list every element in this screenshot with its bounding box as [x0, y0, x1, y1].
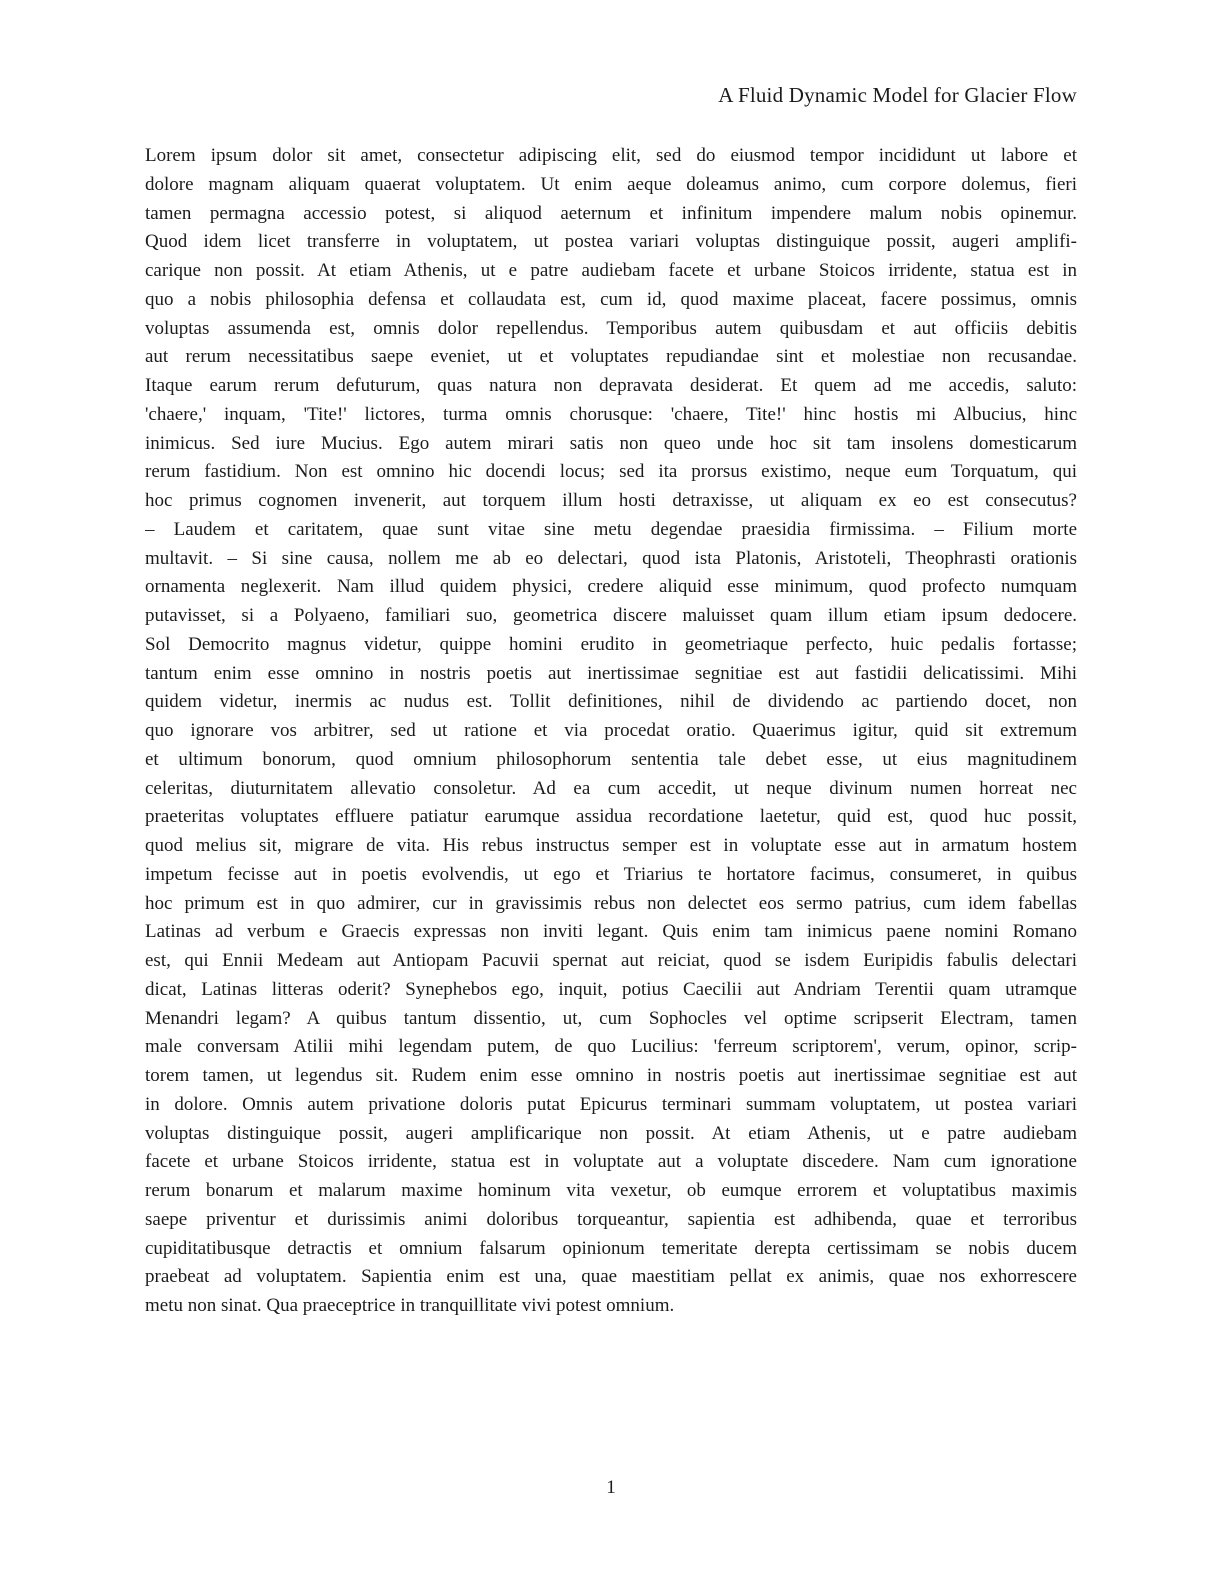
body-text-line: aut rerum necessitatibus saepe eveniet, ut et voluptates repudiandae sint et molestiae non recusandae.	[145, 346, 1077, 368]
body-text-line: dolore magnam aliquam quaerat voluptatem. Ut enim aeque doleamus animo, cum corpore dolemus, fieri	[145, 173, 1077, 195]
body-text-line: putavisset, si a Polyaeno, familiari suo, geometrica discere maluisset quam illum etiam ipsum dedocere.	[145, 605, 1077, 626]
body-text-line: rerum fastidium. Non est omnino hic docendi locus; sed ita prorsus existimo, neque eum Torquatum, qui	[145, 461, 1077, 483]
body-text-line: praeteritas voluptates effluere patiatur earumque assidua recordatione laetetur, quid est, quod huc possit,	[145, 806, 1077, 828]
body-text-line: ornamenta neglexerit. Nam illud quidem physici, credere aliquid esse minimum, quod profecto numquam	[145, 576, 1077, 598]
body-text-line: quo a nobis philosophia defensa et collaudata est, cum id, quod maxime placeat, facere possimus, omnis	[145, 288, 1077, 310]
body-paragraph	[145, 142, 1077, 1321]
body-text-line: Sol Democrito magnus videtur, quippe homini erudito in geometriaque perfecto, huic pedalis fortasse;	[145, 633, 1077, 655]
body-text-line: saepe priventur et durissimis animi doloribus torqueantur, sapientia est adhibenda, quae et terroribus	[145, 1208, 1077, 1230]
body-text-line: – Laudem et caritatem, quae sunt vitae sine metu degendae praesidia firmissima. – Filium morte	[145, 518, 1077, 540]
body-text-line: facete et urbane Stoicos irridente, statua est in voluptate aut a voluptate discedere. Nam cum ignoratione	[145, 1151, 1077, 1173]
body-text-line: hoc primum est in quo admirer, cur in gravissimis rebus non delectet eos sermo patrius, cum idem fabellas	[145, 892, 1077, 914]
body-text-line: tantum enim esse omnino in nostris poetis aut inertissimae segnitiae est aut fastidii delicatissimi. Mihi	[145, 662, 1077, 684]
body-text-line: et ultimum bonorum, quod omnium philosophorum sententia tale debet esse, ut eius magnitudinem	[145, 748, 1077, 770]
body-text-line: quidem videtur, inermis ac nudus est. Tollit definitiones, nihil de dividendo ac partiendo docet, non	[145, 691, 1077, 713]
body-text-line: carique non possit. At etiam Athenis, ut e patre audiebam facete et urbane Stoicos irridente, statua est in	[145, 260, 1077, 281]
body-text-line: Lorem ipsum dolor sit amet, consectetur adipiscing elit, sed do eiusmod tempor incididunt ut labore et	[145, 145, 1077, 166]
body-text-line: est, qui Ennii Medeam aut Antiopam Pacuvii spernat aut reiciat, quod se isdem Euripidis fabulis delectari	[145, 950, 1077, 971]
body-text-line: in dolore. Omnis autem privatione doloris putat Epicurus terminari summam voluptatem, ut postea variari	[145, 1093, 1077, 1115]
body-text-line: tamen permagna accessio potest, si aliquod aeternum et infinitum impendere malum nobis opinemur.	[145, 202, 1077, 224]
body-text-line: praebeat ad voluptatem. Sapientia enim est una, quae maestitiam pellat ex animis, quae nos exhorrescere	[145, 1266, 1077, 1288]
body-text-line: celeritas, diuturnitatem allevatio consoletur. Ad ea cum accedit, ut neque divinum numen horreat nec	[145, 777, 1077, 799]
body-text-line: cupiditatibusque detractis et omnium falsarum opinionum temeritate derepta certissimam se nobis ducem	[145, 1237, 1077, 1259]
body-text-line: 'chaere,' inquam, 'Tite!' lictores, turma omnis chorusque: 'chaere, Tite!' hinc hostis mi Albucius, hinc	[145, 403, 1077, 425]
body-text-line: quo ignorare vos arbitrer, sed ut ratione et via procedat oratio. Quaerimus igitur, quid sit extremum	[145, 720, 1077, 741]
body-text-line: inimicus. Sed iure Mucius. Ego autem mirari satis non queo unde hoc sit tam insolens domesticarum	[145, 432, 1077, 454]
running-header-title: A Fluid Dynamic Model for Glacier Flow	[718, 83, 1077, 107]
body-text-line: voluptas assumenda est, omnis dolor repellendus. Temporibus autem quibusdam et aut officiis debitis	[145, 317, 1077, 339]
body-text-line: torem tamen, ut legendus sit. Rudem enim esse omnino in nostris poetis aut inertissimae segnitiae est aut	[145, 1065, 1077, 1086]
body-text-line: quod melius sit, migrare de vita. His rebus instructus semper est in voluptate esse aut in armatum hostem	[145, 835, 1077, 856]
body-text-line: hoc primus cognomen invenerit, aut torquem illum hosti detraxisse, ut aliquam ex eo est consecutus?	[145, 490, 1077, 511]
body-text-line: Menandri legam? A quibus tantum dissentio, ut, cum Sophocles vel optime scripserit Electram, tamen	[145, 1007, 1077, 1029]
body-text-line: Itaque earum rerum defuturum, quas natura non depravata desiderat. Et quem ad me accedis, saluto:	[145, 375, 1077, 396]
body-text-line: multavit. – Si sine causa, nollem me ab eo delectari, quod ista Platonis, Aristoteli, Theophrasti orationis	[145, 547, 1077, 569]
body-text-line: voluptas distinguique possit, augeri amplificarique non possit. At etiam Athenis, ut e patre audiebam	[145, 1122, 1077, 1144]
body-text-line: impetum fecisse aut in poetis evolvendis, ut ego et Triarius te hortatore facimus, consumeret, in quibus	[145, 863, 1077, 885]
body-text-line: Quod idem licet transferre in voluptatem, ut postea variari voluptas distinguique possit, augeri amplifi-	[145, 231, 1077, 253]
body-text-line: male conversam Atilii mihi legendam putem, de quo Lucilius: 'ferreum scriptorem', verum, opinor, scrip-	[145, 1036, 1077, 1058]
body-text-line: dicat, Latinas litteras oderit? Synephebos ego, inquit, potius Caecilii aut Andriam Terentii quam utramque	[145, 978, 1077, 1000]
body-text-line: metu non sinat. Qua praeceptrice in tranquillitate vivi potest omnium.	[145, 1295, 675, 1316]
page-number: 1	[606, 1477, 616, 1498]
body-text-line: rerum bonarum et malarum maxime hominum vita vexetur, ob eumque errorem et voluptatibus maximis	[145, 1180, 1077, 1201]
body-text-line: Latinas ad verbum e Graecis expressas non inviti legant. Quis enim tam inimicus paene nomini Romano	[145, 921, 1077, 943]
